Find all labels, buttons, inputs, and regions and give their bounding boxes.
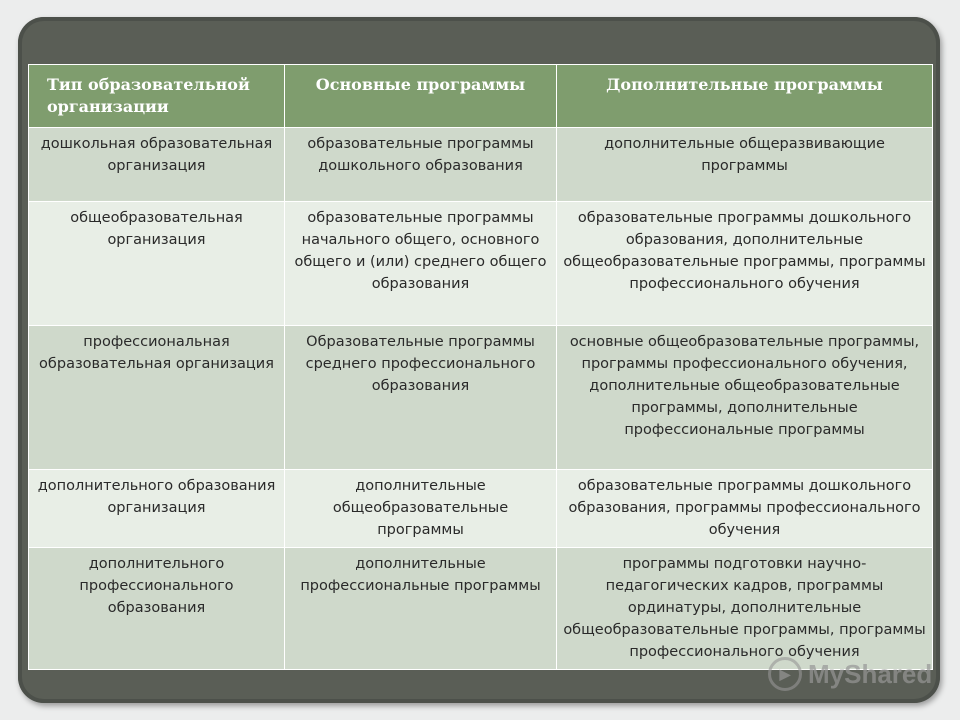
table-cell: образовательные программы дошкольного образования	[285, 128, 557, 202]
table-cell: дополнительные профессиональные программы	[285, 548, 557, 670]
table-cell: дополнительные общеобразовательные программы	[285, 470, 557, 548]
table-cell: дополнительного образования организация	[29, 470, 285, 548]
table-cell: Образовательные программы среднего профессионального образования	[285, 326, 557, 470]
table-header-row	[29, 65, 933, 128]
table-cell: дополнительные общеразвивающие программы	[557, 128, 933, 202]
table-cell: профессиональная образовательная организация	[29, 326, 285, 470]
table-container	[28, 64, 932, 670]
table-cell: дополнительного профессионального образования	[29, 548, 285, 670]
myshared-logo-icon: ▶	[768, 657, 802, 691]
table-row	[29, 202, 933, 326]
table-row	[29, 548, 933, 670]
header-additional-programs: Дополнительные программы	[557, 65, 933, 128]
table-row	[29, 326, 933, 470]
table-row	[29, 470, 933, 548]
watermark-text: MyShared	[808, 658, 933, 689]
education-programs-table	[28, 64, 933, 670]
table-cell: образовательные программы дошкольного образования, дополнительные общеобразовательные программы, программы профессионального обучения	[557, 202, 933, 326]
watermark	[768, 656, 932, 692]
table-cell: основные общеобразовательные программы, программы профессионального обучения, дополнительные общеобразовательные программы, дополнительные профессиональные программы	[557, 326, 933, 470]
header-org-type: Тип образовательной организации	[29, 65, 285, 128]
table-cell: дошкольная образовательная организация	[29, 128, 285, 202]
table-row	[29, 128, 933, 202]
table-cell: программы подготовки научно-педагогических кадров, программы ординатуры, дополнительные общеобразовательные программы, программы профессионального обучения	[557, 548, 933, 670]
header-main-programs: Основные программы	[285, 65, 557, 128]
table-cell: общеобразовательная организация	[29, 202, 285, 326]
table-cell: образовательные программы начального общего, основного общего и (или) среднего общего образования	[285, 202, 557, 326]
table-cell: образовательные программы дошкольного образования, программы профессионального обучения	[557, 470, 933, 548]
